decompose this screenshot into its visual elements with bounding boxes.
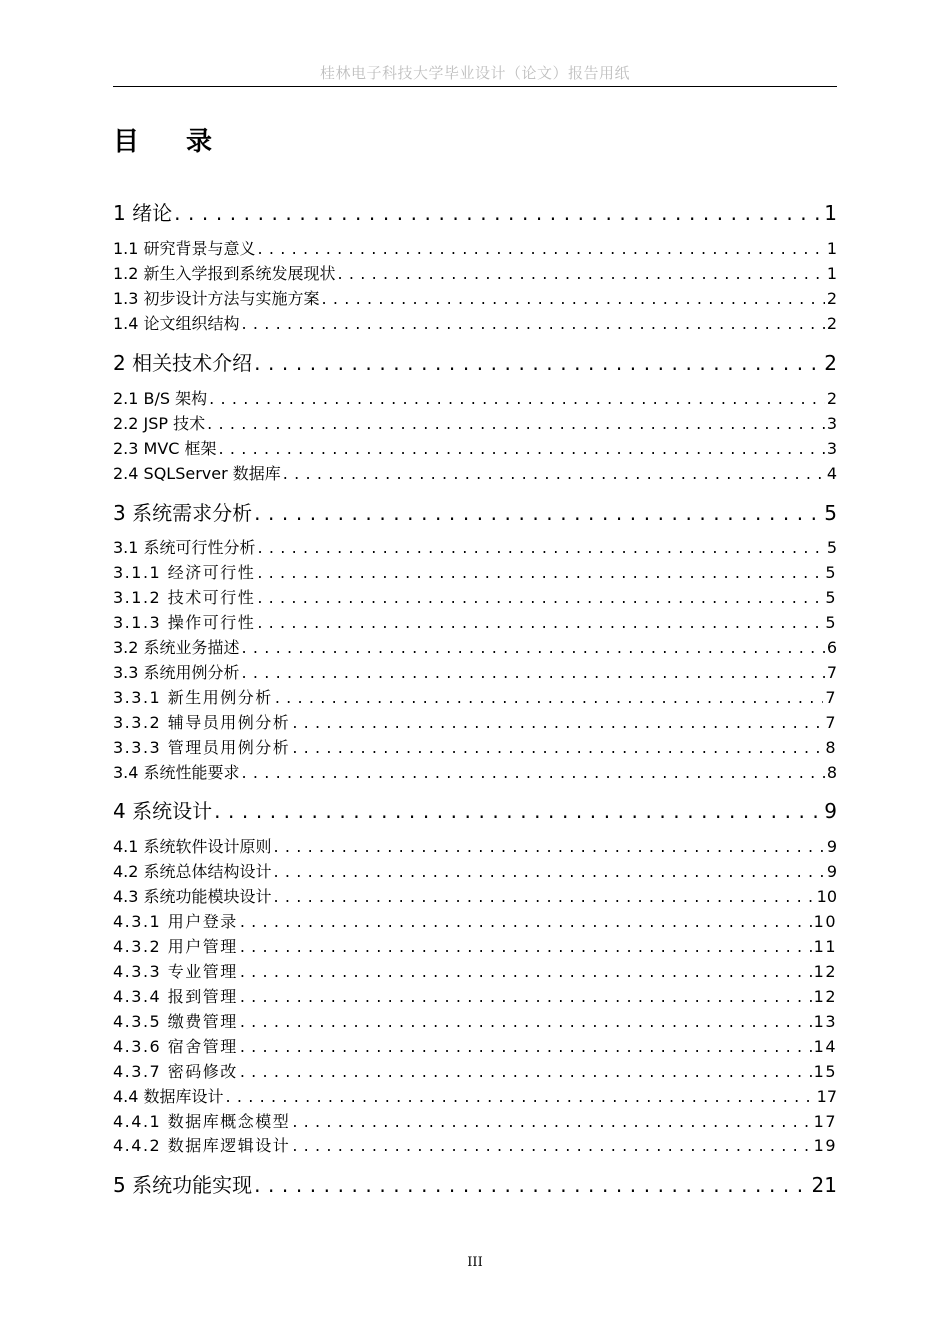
toc-entry-page: 8: [825, 738, 837, 757]
toc-leader-dots: [292, 1114, 811, 1130]
toc-entry-page: 10: [813, 912, 837, 931]
toc-entry-page: 2: [826, 289, 837, 308]
toc-leader-dots: [240, 914, 812, 930]
toc-entry-title: 3.1.1 经济可行性: [113, 563, 256, 582]
toc-entry-title: 4.3.3 专业管理: [113, 962, 238, 981]
toc-entry[interactable]: [113, 914, 837, 930]
toc-leader-dots: [283, 466, 825, 482]
toc-leader-dots: [242, 640, 825, 656]
toc-entry-title: 4.3.1 用户登录: [113, 912, 238, 931]
toc-entry[interactable]: [113, 615, 837, 631]
toc-entry-title: 1.4 论文组织结构: [113, 314, 240, 333]
toc-entry[interactable]: [113, 640, 837, 656]
toc-entry-page: 17: [816, 1087, 837, 1106]
toc-leader-dots: [254, 1175, 809, 1195]
toc-entry-page: 15: [813, 1062, 837, 1081]
toc-entry-page: 5: [824, 501, 837, 525]
toc-entry[interactable]: [113, 939, 837, 955]
toc-leader-dots: [240, 939, 812, 955]
toc-entry[interactable]: [113, 1175, 837, 1195]
toc-entry-page: 8: [826, 763, 837, 782]
toc-entry-title: 3.4 系统性能要求: [113, 763, 240, 782]
toc-entry[interactable]: [113, 503, 837, 523]
toc-entry-page: 5: [825, 563, 837, 582]
table-of-contents: [113, 0, 837, 1344]
toc-entry[interactable]: [113, 1138, 837, 1154]
toc-leader-dots: [292, 715, 823, 731]
toc-entry-title: 1.1 研究背景与意义: [113, 239, 256, 258]
toc-leader-dots: [242, 665, 825, 681]
toc-entry-title: 4.4 数据库设计: [113, 1087, 224, 1106]
toc-entry[interactable]: [113, 565, 837, 581]
toc-entry-title: 3.1.2 技术可行性: [113, 588, 256, 607]
toc-entry[interactable]: [113, 839, 837, 855]
toc-leader-dots: [292, 740, 823, 756]
toc-entry[interactable]: [113, 1064, 837, 1080]
toc-leader-dots: [242, 765, 825, 781]
toc-entry-title: 4.3.4 报到管理: [113, 987, 238, 1006]
toc-entry-page: 9: [826, 837, 837, 856]
toc-leader-dots: [226, 1089, 815, 1105]
toc-entry[interactable]: [113, 1114, 837, 1130]
toc-entry[interactable]: [113, 801, 837, 821]
toc-entry-page: 2: [824, 351, 837, 375]
toc-entry-title: 3.3.1 新生用例分析: [113, 688, 273, 707]
toc-leader-dots: [257, 565, 823, 581]
toc-entry[interactable]: [113, 1089, 837, 1105]
toc-entry[interactable]: [113, 540, 837, 556]
toc-entry-title: 3.3.3 管理员用例分析: [113, 738, 291, 757]
toc-entry[interactable]: [113, 466, 837, 482]
toc-leader-dots: [174, 203, 822, 223]
page-number: III: [467, 1255, 483, 1270]
toc-entry[interactable]: [113, 964, 837, 980]
toc-entry-page: 2: [826, 389, 837, 408]
toc-entry[interactable]: [113, 590, 837, 606]
toc-entry-title: 3.3 系统用例分析: [113, 663, 240, 682]
toc-entry-page: 7: [825, 713, 837, 732]
toc-entry-page: 12: [813, 962, 837, 981]
toc-entry[interactable]: [113, 391, 837, 407]
toc-leader-dots: [219, 441, 825, 457]
toc-leader-dots: [207, 416, 825, 432]
toc-entry[interactable]: [113, 715, 837, 731]
toc-leader-dots: [240, 1064, 812, 1080]
toc-entry-page: 5: [826, 538, 837, 557]
toc-entry-title: 2.3 MVC 框架: [113, 439, 217, 458]
toc-leader-dots: [214, 801, 822, 821]
toc-entry-page: 1: [826, 239, 837, 258]
toc-entry-page: 4: [826, 464, 837, 483]
toc-leader-dots: [240, 1014, 812, 1030]
toc-entry-title: 2.1 B/S 架构: [113, 389, 208, 408]
toc-entry-page: 11: [813, 937, 837, 956]
toc-entry-page: 21: [811, 1173, 837, 1197]
toc-entry-title: 4.3.5 缴费管理: [113, 1012, 238, 1031]
toc-entry-page: 1: [824, 201, 837, 225]
toc-leader-dots: [258, 241, 825, 257]
toc-entry[interactable]: [113, 690, 837, 706]
toc-leader-dots: [274, 864, 825, 880]
toc-entry-title: 4.2 系统总体结构设计: [113, 862, 272, 881]
toc-leader-dots: [240, 1039, 812, 1055]
toc-entry-page: 17: [813, 1112, 837, 1131]
toc-leader-dots: [240, 964, 812, 980]
toc-leader-dots: [274, 839, 825, 855]
toc-leader-dots: [274, 889, 815, 905]
toc-entry[interactable]: [113, 740, 837, 756]
toc-entry-page: 6: [826, 638, 837, 657]
toc-entry-title: 3.2 系统业务描述: [113, 638, 240, 657]
toc-entry-title: 4 系统设计: [113, 799, 213, 823]
toc-entry-title: 5 系统功能实现: [113, 1173, 253, 1197]
toc-entry-page: 19: [813, 1136, 837, 1155]
toc-entry-title: 3.1 系统可行性分析: [113, 538, 256, 557]
toc-entry-title: 3 系统需求分析: [113, 501, 253, 525]
toc-entry[interactable]: [113, 291, 837, 307]
toc-leader-dots: [258, 540, 825, 556]
toc-entry-page: 9: [826, 862, 837, 881]
toc-leader-dots: [338, 266, 825, 282]
toc-entry-page: 14: [813, 1037, 837, 1056]
toc-entry[interactable]: [113, 989, 837, 1005]
toc-leader-dots: [240, 989, 812, 1005]
toc-entry[interactable]: [113, 416, 837, 432]
toc-leader-dots: [322, 291, 825, 307]
toc-entry-page: 3: [826, 414, 837, 433]
toc-entry[interactable]: [113, 316, 837, 332]
toc-entry-title: 2 相关技术介绍: [113, 351, 253, 375]
toc-entry[interactable]: [113, 353, 837, 373]
toc-entry[interactable]: [113, 203, 837, 223]
toc-entry-page: 5: [825, 613, 837, 632]
toc-leader-dots: [254, 503, 822, 523]
toc-entry[interactable]: [113, 241, 837, 257]
toc-entry-title: 4.3.7 密码修改: [113, 1062, 238, 1081]
toc-entry-title: 3.1.3 操作可行性: [113, 613, 256, 632]
toc-entry-title: 4.1 系统软件设计原则: [113, 837, 272, 856]
toc-leader-dots: [254, 353, 822, 373]
toc-entry-title: 2.2 JSP 技术: [113, 414, 206, 433]
toc-entry-title: 4.3.6 宿舍管理: [113, 1037, 238, 1056]
toc-entry[interactable]: [113, 889, 837, 905]
toc-leader-dots: [292, 1138, 811, 1154]
toc-entry-page: 2: [826, 314, 837, 333]
toc-entry-page: 3: [826, 439, 837, 458]
toc-entry[interactable]: [113, 266, 837, 282]
toc-entry-page: 7: [825, 688, 837, 707]
toc-entry-page: 13: [813, 1012, 837, 1031]
toc-entry-page: 9: [824, 799, 837, 823]
toc-entry-page: 5: [825, 588, 837, 607]
page-header: 桂林电子科技大学毕业设计（论文）报告用纸: [319, 64, 630, 82]
toc-leader-dots: [257, 590, 823, 606]
toc-entry[interactable]: [113, 1039, 837, 1055]
toc-entry-title: 1.2 新生入学报到系统发展现状: [113, 264, 336, 283]
toc-leader-dots: [209, 391, 825, 407]
toc-entry[interactable]: [113, 665, 837, 681]
toc-entry-title: 1 绪论: [113, 201, 173, 225]
toc-leader-dots: [275, 690, 824, 706]
toc-entry-title: 4.3.2 用户管理: [113, 937, 238, 956]
toc-entry-page: 7: [826, 663, 837, 682]
toc-entry-title: 4.4.1 数据库概念模型: [113, 1112, 291, 1131]
toc-entry-page: 1: [826, 264, 837, 283]
toc-title: 目 录: [113, 127, 213, 157]
toc-entry[interactable]: [113, 1014, 837, 1030]
toc-entry-page: 10: [816, 887, 837, 906]
toc-entry-page: 12: [813, 987, 837, 1006]
toc-entry[interactable]: [113, 864, 837, 880]
toc-leader-dots: [242, 316, 825, 332]
toc-entry-title: 4.3 系统功能模块设计: [113, 887, 272, 906]
toc-entry-title: 3.3.2 辅导员用例分析: [113, 713, 291, 732]
toc-entry[interactable]: [113, 765, 837, 781]
toc-leader-dots: [257, 615, 823, 631]
toc-entry-title: 1.3 初步设计方法与实施方案: [113, 289, 320, 308]
toc-entry-title: 4.4.2 数据库逻辑设计: [113, 1136, 291, 1155]
toc-entry[interactable]: [113, 441, 837, 457]
toc-entry-title: 2.4 SQLServer 数据库: [113, 464, 281, 483]
